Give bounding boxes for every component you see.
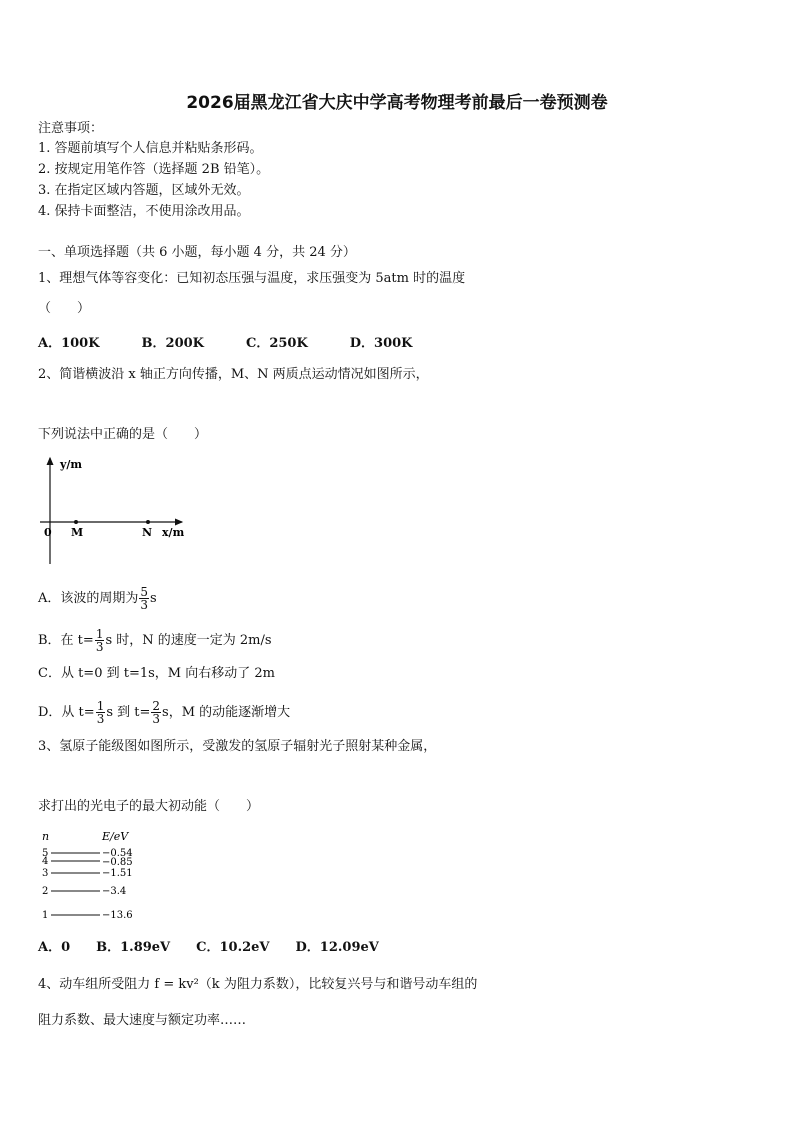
svg-text:4: 4: [42, 856, 49, 867]
option-a: A．0: [38, 940, 71, 955]
energy-level-diagram: [38, 828, 148, 926]
svg-text:3: 3: [42, 868, 49, 879]
svg-text:−0.54: −0.54: [102, 848, 133, 859]
level-2: [42, 886, 126, 897]
level-1: [42, 910, 133, 921]
question-3-stem-end: 求打出的光电子的最大初动能（ ）: [38, 799, 260, 814]
notice-item: 2. 按规定用笔作答（选择题 2B 铅笔）。: [38, 162, 270, 177]
svg-text:5: 5: [42, 848, 49, 859]
question-2-option-a: A．该波的周期为 $\frac{5}{3}$ s: [38, 585, 157, 612]
question-1-stem: 1、理想气体等容变化：已知初态压强与温度，求压强变为 5atm 时的温度: [38, 271, 466, 286]
point-m: [74, 520, 78, 524]
question-4-stem-end: 阻力系数、最大速度与额定功率……: [38, 1013, 247, 1028]
question-3-stem: 3、氢原子能级图如图所示，受激发的氢原子辐射光子照射某种金属，: [38, 739, 437, 754]
level-4: [42, 856, 133, 868]
point-n-label: N: [142, 526, 153, 539]
svg-text:−0.85: −0.85: [102, 857, 133, 868]
wave-axes-figure: [36, 452, 196, 572]
level-3: [42, 868, 133, 879]
option-a: A．100K: [38, 336, 100, 351]
question-2-stem-end: 下列说法中正确的是（ ）: [38, 427, 208, 442]
svg-text:−13.6: −13.6: [102, 910, 133, 921]
svg-text:1: 1: [42, 910, 49, 921]
question-2-option-d: D．从 t= $\frac{1}{3}$ s 到 t= $\frac{2}{3}$ s，M 的动能逐渐增大: [38, 699, 291, 726]
option-b: B．1.89eV: [96, 940, 171, 955]
notice-item: 1. 答题前填写个人信息并粘贴条形码。: [38, 141, 263, 156]
point-n: [146, 520, 150, 524]
notice-heading: 注意事项：: [38, 121, 104, 136]
question-1-blank: （ ）: [38, 301, 91, 316]
n-header: n: [42, 830, 50, 843]
notice-item: 4. 保持卡面整洁，不使用涂改用品。: [38, 204, 250, 219]
question-3-options: [38, 936, 379, 955]
y-axis-label: y/m: [60, 458, 83, 471]
option-d: D．12.09eV: [295, 940, 379, 955]
svg-text:−1.51: −1.51: [102, 868, 133, 879]
question-4-stem: 4、动车组所受阻力 f = kv²（k 为阻力系数），比较复兴号与和谐号动车组的: [38, 977, 478, 992]
notice-item: 3. 在指定区域内答题，区域外无效。: [38, 183, 250, 198]
page-title: 2026届黑龙江省大庆中学高考物理考前最后一卷预测卷: [186, 93, 608, 113]
x-axis-label: x/m: [162, 526, 185, 539]
question-2-option-c: C．从 t=0 到 t=1s，M 向右移动了 2m: [38, 666, 275, 681]
option-b: B．200K: [141, 336, 204, 351]
question-2-stem: 2、简谐横波沿 x 轴正方向传播，M、N 两质点运动情况如图所示，: [38, 367, 429, 382]
svg-text:−3.4: −3.4: [102, 886, 127, 897]
question-2-option-b: B．在 t= $\frac{1}{3}$ s 时，N 的速度一定为 2m/s: [38, 627, 272, 654]
option-d: D．300K: [349, 336, 413, 351]
point-m-label: M: [71, 526, 84, 539]
option-c: C．250K: [245, 336, 308, 351]
question-1-options: [38, 332, 412, 351]
origin-label: 0: [44, 526, 52, 539]
option-c: C．10.2eV: [196, 940, 270, 955]
section-heading: 一、单项选择题（共 6 小题，每小题 4 分，共 24 分）: [38, 245, 356, 260]
energy-header: E/eV: [102, 830, 129, 843]
svg-text:2: 2: [42, 886, 49, 897]
